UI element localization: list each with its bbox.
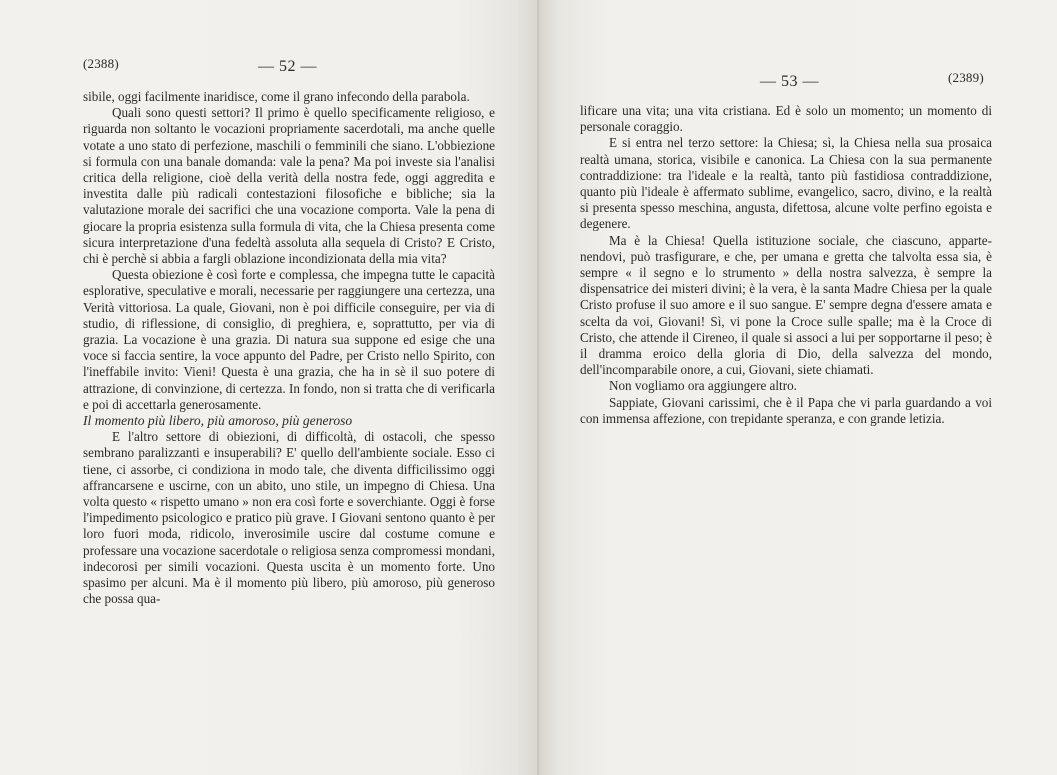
right-paragraph-4: Non vogliamo ora aggiungere altro.	[609, 378, 797, 394]
left-paragraph-4: E l'altro settore di obiezioni, di difficoltà, di ostacoli, che spesso sembrano paralizzanti e insuperabili? E' quello dell'ambiente sociale. Esso ci tiene, ci assorbe, ci condiziona in modo tale, che diventa difficilissimo oggi affrancarsene e uscirne, con un abito, uno stile, un impegno di Chiesa. Una volta questo « rispetto umano » non era così forte e soverchiante. Oggi è forse l'impedimento psicologico e pratico più grave. I Giovani sentono quanto è per loro fuori moda, ridicolo, inverosimile uscire dal costume comune e professare una vocazione sacerdotale o religiosa senza compromessi mondani, indecorosi per simili vocazioni. Questa uscita è un momento forte. Uno spasimo per alcuni. Ma è il momento più libero, più amoroso, più generoso che possa qua-	[83, 429, 495, 607]
right-header-code: (2389)	[948, 70, 984, 85]
left-header-code: (2388)	[83, 56, 119, 71]
right-paragraph-2: E si entra nel terzo settore: la Chiesa; sì, la Chiesa nella sua prosaica realtà umana, storica, visibile e canonica. La Chiesa con la sua permanente contraddizione: tra l'ideale e la realtà, tanto più fastidiosa contraddizione, quanto più l'ideale è affermato sublime, evangelico, sacro, divino, e la realtà si presenta spesso meschina, angusta, difettosa, alcune volte perfino egoista e degenere.	[580, 135, 992, 232]
right-paragraph-1: lificare una vita; una vita cristiana. Ed è solo un momento; un momento di personale coraggio.	[580, 103, 992, 135]
right-paragraph-5: Sappiate, Giovani carissimi, che è il Papa che vi parla guardando a voi con immensa affezione, con trepidante speranza, e con grande letizia.	[580, 394, 992, 426]
right-page-number: — 53 —	[760, 73, 819, 90]
book-gutter	[537, 0, 539, 775]
left-paragraph-3: Questa obiezione è così forte e complessa, che impegna tutte le capacità esplorative, speculative e morali, necessarie per raggiungere una certezza, una Verità vittoriosa. La quale, Giovani, non è poi difficile conseguire, per via di studio, di riflessione, di consiglio, di preghiera, e, soprattutto, per via di grazia. La vocazione è una grazia. Di natura sua suppone ed esige che una voce si faccia sentire, la voce appunto del Padre, per Cristo nello Spirito, con l'ineffabile invito: Vieni! Questa è una grazia, che ha in sè il suo potere di attrazione, di convinzione, di certezza. In fondo, non si tratta che di verificarla e poi di accettarla generosamente.	[83, 267, 495, 412]
right-page-body	[580, 103, 992, 427]
left-paragraph-2: Quali sono questi settori? Il primo è quello specificamente religioso, e riguarda non soltanto le vocazioni propriamente sacerdotali, ma anche quelle votate a uno stato di perfezione, maschili o femminili che siano. L'obbiezione si formula con una banale domanda: vale la pena? Ma poi investe sia l'analisi critica della religione, cioè della verità della nostra fede, oggi aggredita e investita dalle più radicali contestazioni filosofiche e bibliche; sia la valutazione morale dei sacrifici che una vocazione comporta. Vale la pena di giocare la propria esistenza sulla formula di vita, che la Chiesa presenta come sicura interpretazione d'una fedeltà assoluta alla sequela di Cristo? E Cristo, chi è perchè si abbia a fargli oblazione incondizionata della mia vita?	[83, 105, 495, 267]
left-paragraph-1: sibile, oggi facilmente inaridisce, come il grano infecondo della parabola.	[83, 89, 470, 104]
right-paragraph-3: Ma è la Chiesa! Quella istituzione sociale, che ciascuno, appartenendovi, può trasfigurare, e che, per umana e gretta che talvolta essa sia, è sempre « il segno e lo strumento » della nostra salvezza, è sempre la dispensatrice dei misteri divini; è la vera, è la santa Madre Chiesa per la quale Cristo profuse il suo amore e il suo sangue. E' sempre degna d'essere amata e scelta da voi, Giovani! Sì, vi pone la Croce sulle spalle; ma è la Croce di Cristo, che attende il Cireneo, il quale si associ a lui per sopportarne il peso; è il dramma eroico della gloria di Dio, della salvezza del mondo, dell'incomparabile onore, a cui, Giovani, siete chiamati.	[580, 232, 992, 378]
section-title: Il momento più libero, più amoroso, più generoso	[83, 413, 353, 429]
left-page-body	[83, 89, 495, 608]
left-page-number: — 52 —	[258, 58, 317, 75]
right-page	[538, 0, 1057, 775]
